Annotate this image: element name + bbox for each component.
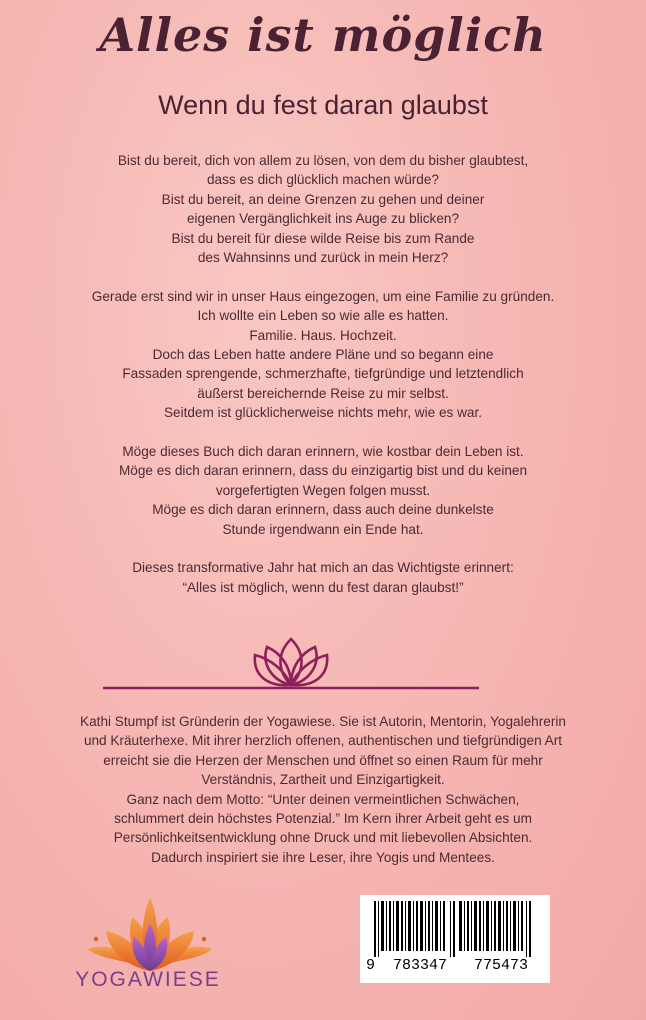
blurb-line: Ich wollte ein Leben so wie alle es hatten. (197, 308, 449, 324)
lotus-divider-icon (103, 633, 479, 695)
blurb-line: Bist du bereit für diese wilde Reise bis zum Rande (171, 230, 475, 246)
blurb-paragraph (20, 151, 626, 267)
bio-line: Dadurch inspiriert sie ihre Leser, ihre Yogis und Mentees. (151, 849, 495, 865)
blurb-line: Bist du bereit, an deine Grenzen zu gehen und deiner (161, 191, 485, 207)
bio-line: Ganz nach dem Motto: “Unter deinen vermeintlichen Schwächen, (126, 791, 520, 807)
blurb-line: Möge es dich daran erinnern, dass auch deine dunkelste (152, 502, 494, 518)
bio-line: erreicht sie die Herzen der Menschen und öffnet so einen Raum für mehr (103, 752, 543, 768)
blurb-line: Stunde irgendwann ein Ende hat. (222, 521, 424, 537)
barcode-bars-icon (368, 901, 542, 957)
blurb-line: Familie. Haus. Hochzeit. (249, 327, 397, 343)
blurb-line: des Wahnsinns und zurück in mein Herz? (197, 250, 449, 266)
bio-line: Kathi Stumpf ist Gründerin der Yogawiese. Sie ist Autorin, Mentorin, Yogalehrerin (80, 714, 566, 729)
bio-line: schlummert dein höchstes Potenzial.” Im Kern ihrer Arbeit geht es um (114, 811, 532, 827)
bio-line: und Kräuterhexe. Mit ihrer herzlich offenen, authentischen und tiefgründigen Art (83, 733, 563, 749)
blurb-line: dass es dich glücklich machen würde? (207, 172, 439, 188)
blurb-paragraph (20, 558, 626, 597)
blurb-line: vorgefertigten Wegen folgen musst. (215, 482, 431, 498)
bio-line: Verständnis, Zartheit und Einzigartigkeit. (201, 772, 445, 788)
blurb-line: Dieses transformative Jahr hat mich an das Wichtigste erinnert: (132, 560, 514, 576)
isbn-number: 9 783347 775473 (366, 957, 529, 974)
bio-line: Persönlichkeitsentwicklung ohne Druck und mit liebevollen Absichten. (113, 830, 533, 846)
blurb-line: äußerst bereichernde Reise zu mir selbst. (197, 385, 449, 401)
blurb-line: Bist du bereit, dich von allem zu lösen, von dem du bisher glaubtest, (117, 153, 529, 168)
blurb-line: Gerade erst sind wir in unser Haus eingezogen, um eine Familie zu gründen. (91, 288, 555, 304)
book-subtitle: Wenn du fest daran glaubst (158, 90, 488, 120)
blurb-paragraph (20, 287, 626, 423)
book-title: Alles ist möglich (99, 8, 547, 62)
blurb-line: Seitdem ist glücklicherweise nichts mehr, wie es war. (163, 405, 483, 421)
blurb-line: Doch das Leben hatte andere Pläne und so begann eine (152, 347, 494, 363)
blurb-paragraph (20, 442, 626, 539)
blurb-quote: “Alles ist möglich, wenn du fest daran glaubst!” (182, 579, 464, 595)
blurb-line: Fassaden sprengende, schmerzhafte, tiefgründige und letztendlich (122, 366, 524, 382)
isbn-barcode (360, 895, 550, 983)
yogawiese-logo-text: YOGAWIESE (75, 968, 221, 991)
back-cover-blurb (20, 151, 626, 617)
blurb-line: Möge es dich daran erinnern, dass du einzigartig bist und du keinen (118, 463, 528, 479)
blurb-line: Möge dieses Buch dich daran erinnern, wie kostbar dein Leben ist. (122, 444, 524, 460)
author-bio (20, 712, 626, 867)
blurb-line: eigenen Vergänglichkeit ins Auge zu blicken? (186, 211, 460, 227)
